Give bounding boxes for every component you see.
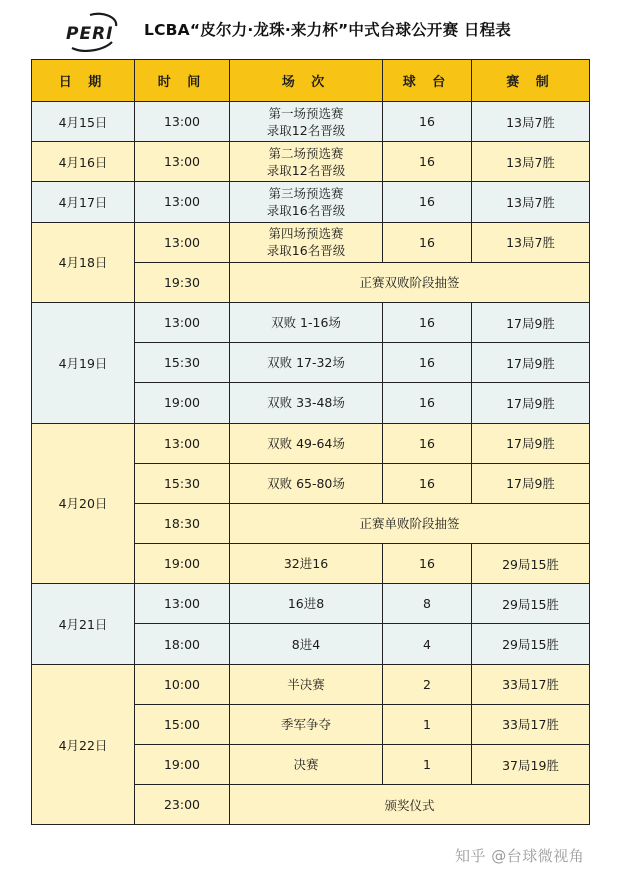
peri-logo	[64, 12, 126, 52]
stage-cell	[230, 182, 383, 222]
format-cell: 17局9胜	[472, 343, 590, 383]
date-cell: 4月22日	[32, 664, 135, 825]
table-row	[32, 142, 590, 182]
stage-cell	[230, 343, 383, 383]
table-count-cell: 8	[383, 584, 472, 624]
format-cell: 29局15胜	[472, 544, 590, 584]
time-cell: 13:00	[135, 142, 230, 182]
event-cell: 正赛双败阶段抽签	[230, 262, 590, 302]
date-cell: 4月16日	[32, 142, 135, 182]
table-row	[32, 182, 590, 222]
table-count-cell: 4	[383, 624, 472, 664]
table-count-cell: 16	[383, 544, 472, 584]
time-cell: 13:00	[135, 302, 230, 342]
stage-subline: 录取16名晋级	[266, 202, 346, 218]
stage-line: 双败 17-32场	[267, 355, 345, 371]
table-count-cell: 1	[383, 704, 472, 744]
date-cell: 4月18日	[32, 222, 135, 302]
stage-line: 第四场预选赛	[268, 226, 344, 242]
format-cell: 13局7胜	[472, 142, 590, 182]
stage-cell	[230, 664, 383, 704]
stage-line: 第二场预选赛	[268, 145, 344, 161]
time-cell: 18:30	[135, 503, 230, 543]
stage-cell	[230, 584, 383, 624]
format-cell: 17局9胜	[472, 463, 590, 503]
time-cell: 18:00	[135, 624, 230, 664]
column-header-table-count: 球 台	[383, 60, 472, 102]
stage-cell	[230, 302, 383, 342]
table-count-cell: 16	[383, 463, 472, 503]
column-header-stage: 场 次	[230, 60, 383, 102]
stage-cell	[230, 423, 383, 463]
time-cell: 13:00	[135, 102, 230, 142]
format-cell: 17局9胜	[472, 302, 590, 342]
format-cell: 33局17胜	[472, 704, 590, 744]
table-count-cell: 16	[383, 222, 472, 262]
stage-line: 季军争夺	[280, 716, 331, 732]
stage-line: 16进8	[287, 596, 325, 612]
table-row	[32, 584, 590, 624]
schedule-table	[31, 59, 590, 825]
stage-subline: 录取16名晋级	[266, 243, 346, 259]
stage-line: 32进16	[283, 556, 329, 572]
date-cell: 4月19日	[32, 302, 135, 423]
format-cell: 33局17胜	[472, 664, 590, 704]
format-cell: 13局7胜	[472, 222, 590, 262]
page-title: LCBA“皮尔力·龙珠·来力杯”中式台球公开赛 日程表	[144, 21, 512, 39]
stage-line: 半决赛	[287, 676, 325, 692]
time-cell: 19:00	[135, 745, 230, 785]
time-cell: 13:00	[135, 584, 230, 624]
time-cell: 19:00	[135, 383, 230, 423]
date-cell: 4月21日	[32, 584, 135, 664]
stage-line: 决赛	[293, 757, 319, 773]
table-count-cell: 16	[383, 182, 472, 222]
stage-cell	[230, 745, 383, 785]
time-cell: 19:00	[135, 544, 230, 584]
format-cell: 37局19胜	[472, 745, 590, 785]
event-cell: 正赛单败阶段抽签	[230, 503, 590, 543]
stage-cell	[230, 624, 383, 664]
time-cell: 10:00	[135, 664, 230, 704]
table-count-cell: 16	[383, 302, 472, 342]
table-count-cell: 16	[383, 142, 472, 182]
time-cell: 15:30	[135, 463, 230, 503]
stage-line: 双败 65-80场	[267, 475, 345, 491]
table-count-cell: 2	[383, 664, 472, 704]
stage-subline: 录取12名晋级	[266, 122, 346, 138]
watermark: 知乎 @台球微视角	[455, 847, 585, 865]
stage-cell	[230, 463, 383, 503]
format-cell: 29局15胜	[472, 584, 590, 624]
logo-text: PERI	[66, 24, 114, 44]
table-row	[32, 222, 590, 262]
format-cell: 29局15胜	[472, 624, 590, 664]
stage-line: 第三场预选赛	[268, 185, 344, 201]
format-cell: 13局7胜	[472, 102, 590, 142]
table-count-cell: 16	[383, 383, 472, 423]
column-header-time: 时 间	[135, 60, 230, 102]
format-cell: 13局7胜	[472, 182, 590, 222]
time-cell: 19:30	[135, 262, 230, 302]
schedule-body	[32, 102, 590, 825]
format-cell: 17局9胜	[472, 423, 590, 463]
table-row	[32, 423, 590, 463]
time-cell: 13:00	[135, 182, 230, 222]
page-header	[0, 0, 623, 58]
column-header-date: 日 期	[32, 60, 135, 102]
time-cell: 15:00	[135, 704, 230, 744]
time-cell: 13:00	[135, 423, 230, 463]
time-cell: 23:00	[135, 785, 230, 825]
stage-line: 8进4	[291, 636, 321, 652]
time-cell: 13:00	[135, 222, 230, 262]
stage-cell	[230, 222, 383, 262]
table-row	[32, 102, 590, 142]
table-row	[32, 664, 590, 704]
table-count-cell: 1	[383, 745, 472, 785]
stage-cell	[230, 704, 383, 744]
stage-line: 双败 33-48场	[267, 395, 345, 411]
stage-cell	[230, 142, 383, 182]
stage-subline: 录取12名晋级	[266, 162, 346, 178]
table-row	[32, 302, 590, 342]
stage-cell	[230, 383, 383, 423]
event-cell: 颁奖仪式	[230, 785, 590, 825]
stage-line: 双败 1-16场	[271, 315, 341, 331]
stage-cell	[230, 544, 383, 584]
date-cell: 4月15日	[32, 102, 135, 142]
time-cell: 15:30	[135, 343, 230, 383]
date-cell: 4月20日	[32, 423, 135, 584]
stage-cell	[230, 102, 383, 142]
stage-line: 第一场预选赛	[268, 105, 344, 121]
stage-line: 双败 49-64场	[267, 435, 345, 451]
table-count-cell: 16	[383, 102, 472, 142]
table-header-row	[32, 60, 590, 102]
table-count-cell: 16	[383, 343, 472, 383]
format-cell: 17局9胜	[472, 383, 590, 423]
column-header-format: 赛 制	[472, 60, 590, 102]
table-count-cell: 16	[383, 423, 472, 463]
date-cell: 4月17日	[32, 182, 135, 222]
